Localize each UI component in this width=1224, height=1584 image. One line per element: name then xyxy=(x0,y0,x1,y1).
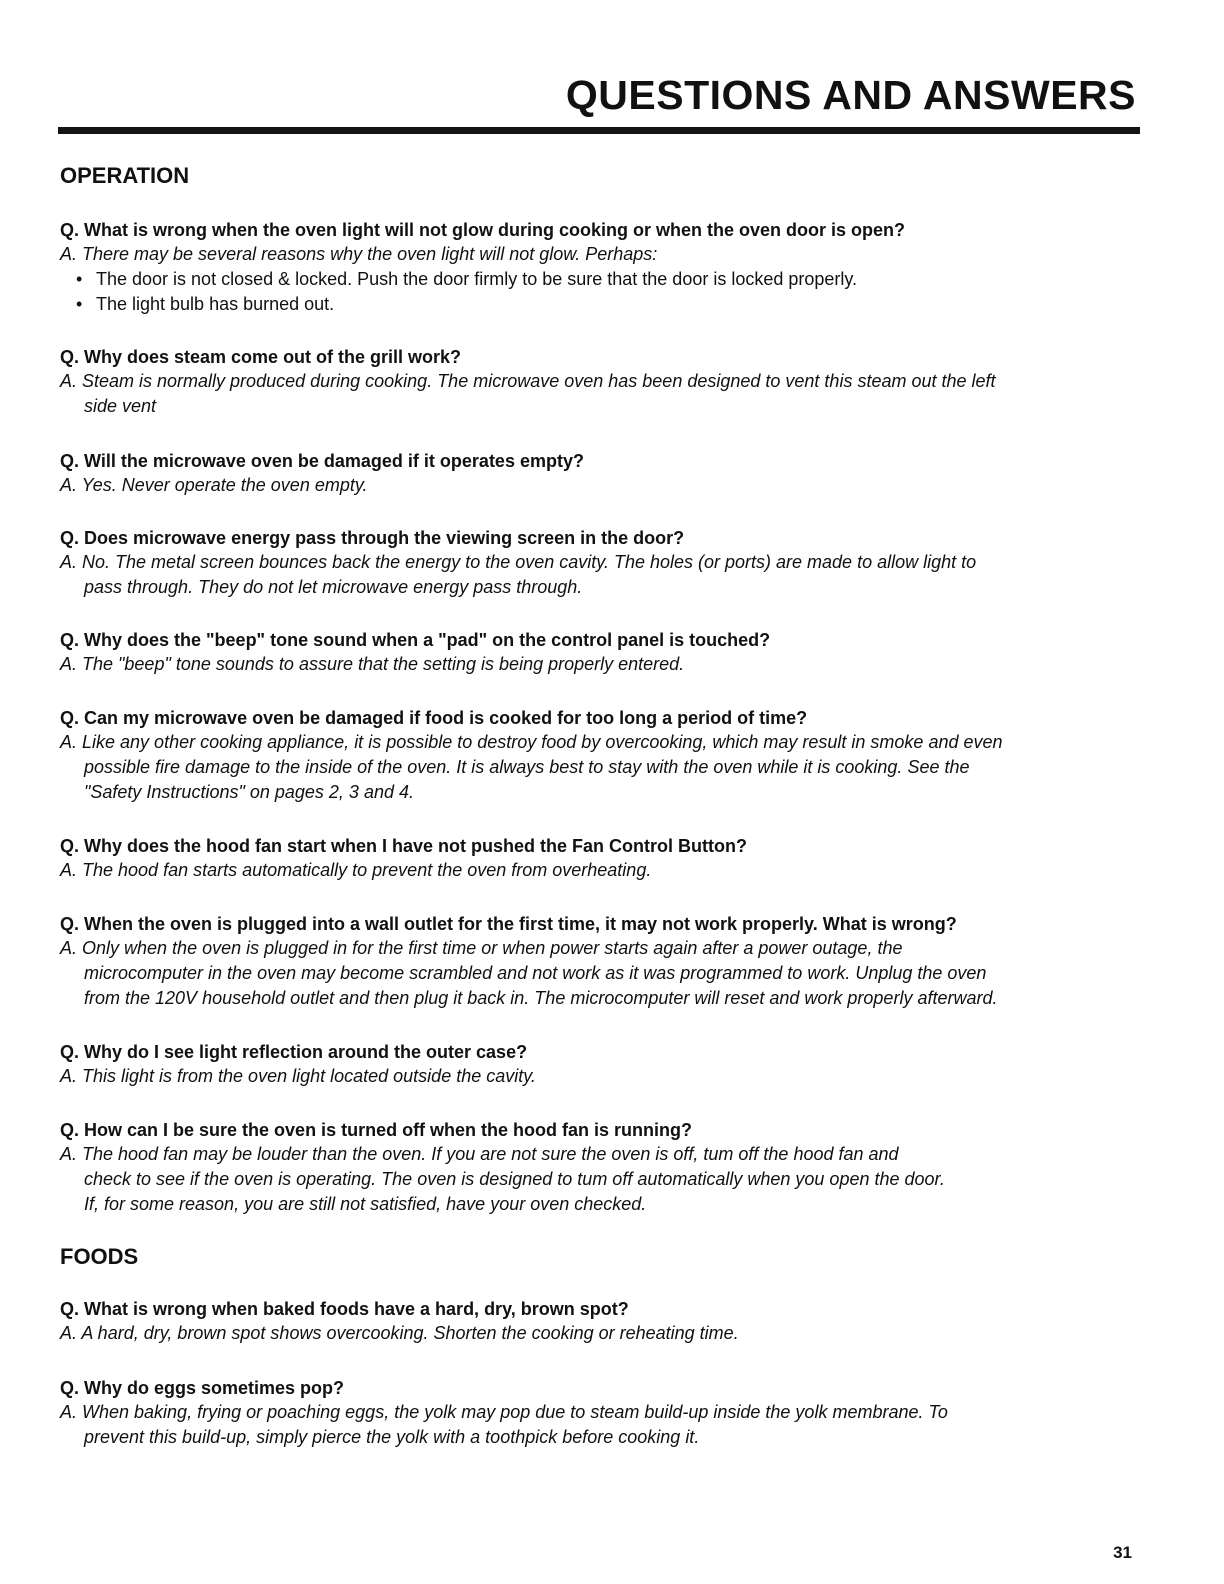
answer-continuation: check to see if the oven is operating. The oven is designed to tum off automatically when you open the door. xyxy=(84,1169,945,1189)
bullet-list xyxy=(60,267,1130,317)
answer: A. A hard, dry, brown spot shows overcooking. Shorten the cooking or reheating time. xyxy=(60,1323,739,1343)
qa-item xyxy=(60,526,1130,600)
title-rule xyxy=(58,127,1140,134)
page-title: QUESTIONS AND ANSWERS xyxy=(565,72,1136,118)
question: Q. Will the microwave oven be damaged if it operates empty? xyxy=(60,451,584,471)
answer: A. Like any other cooking appliance, it is possible to destroy food by overcooking, which may result in smoke and even xyxy=(60,732,1003,752)
qa-item xyxy=(60,218,1130,317)
question: Q. Why does the hood fan start when I have not pushed the Fan Control Button? xyxy=(60,836,747,856)
answer: A. When baking, frying or poaching eggs, the yolk may pop due to steam build-up inside the yolk membrane. To xyxy=(60,1402,948,1422)
question: Q. How can I be sure the oven is turned off when the hood fan is running? xyxy=(60,1120,693,1140)
bullet-item: • The light bulb has burned out. xyxy=(76,292,1130,317)
qa-item xyxy=(60,706,1130,805)
question: Q. Why does steam come out of the grill work? xyxy=(60,347,462,367)
question: Q. Why do I see light reflection around the outer case? xyxy=(60,1042,528,1062)
question: Q. Why do eggs sometimes pop? xyxy=(60,1378,345,1398)
answer: A. This light is from the oven light located outside the cavity. xyxy=(60,1066,536,1086)
qa-item xyxy=(60,1297,1130,1346)
page-number: 31 xyxy=(1113,1543,1132,1562)
question: Q. What is wrong when baked foods have a hard, dry, brown spot? xyxy=(60,1299,629,1319)
qa-item xyxy=(60,834,1130,883)
qa-item xyxy=(60,628,1130,677)
answer-continuation: "Safety Instructions" on pages 2, 3 and 4. xyxy=(84,782,414,802)
question: Q. When the oven is plugged into a wall outlet for the first time, it may not work properly. What is wrong? xyxy=(60,914,957,934)
section-heading-foods: FOODS xyxy=(60,1244,139,1269)
answer-continuation: If, for some reason, you are still not satisfied, have your oven checked. xyxy=(84,1194,647,1214)
qa-item xyxy=(60,449,1130,498)
question: Q. Why does the "beep" tone sound when a "pad" on the control panel is touched? xyxy=(60,630,771,650)
qa-item xyxy=(60,1118,1130,1217)
question: Q. Does microwave energy pass through the viewing screen in the door? xyxy=(60,528,685,548)
answer-continuation: pass through. They do not let microwave energy pass through. xyxy=(84,577,583,597)
answer: A. The hood fan may be louder than the oven. If you are not sure the oven is off, tum off the hood fan and xyxy=(60,1144,899,1164)
answer-continuation: prevent this build-up, simply pierce the yolk with a toothpick before cooking it. xyxy=(84,1427,700,1447)
answer-continuation: microcomputer in the oven may become scrambled and not work as it was programmed to work. Unplug the oven xyxy=(84,963,987,983)
bullet-item: • The door is not closed & locked. Push the door firmly to be sure that the door is locked properly. xyxy=(76,267,1130,292)
answer: A. The "beep" tone sounds to assure that the setting is being properly entered. xyxy=(60,654,685,674)
answer: A. Steam is normally produced during cooking. The microwave oven has been designed to vent this steam out the left xyxy=(60,371,996,391)
answer-continuation: from the 120V household outlet and then plug it back in. The microcomputer will reset and work properly afterward. xyxy=(84,988,998,1008)
qa-item xyxy=(60,1376,1130,1450)
answer: A. No. The metal screen bounces back the energy to the oven cavity. The holes (or ports) are made to allow light to xyxy=(60,552,977,572)
qa-item xyxy=(60,912,1130,1011)
answer-continuation: possible fire damage to the inside of the oven. It is always best to stay with the oven while it is cooking. See the xyxy=(84,757,970,777)
answer: A. The hood fan starts automatically to prevent the oven from overheating. xyxy=(60,860,652,880)
question: Q. What is wrong when the oven light will not glow during cooking or when the oven door is open? xyxy=(60,220,905,240)
answer: A. Only when the oven is plugged in for the first time or when power starts again after a power outage, the xyxy=(60,938,903,958)
question: Q. Can my microwave oven be damaged if food is cooked for too long a period of time? xyxy=(60,708,808,728)
qa-item xyxy=(60,345,1130,419)
section-heading-operation: OPERATION xyxy=(60,163,190,188)
qa-item xyxy=(60,1040,1130,1089)
answer-continuation: side vent xyxy=(84,396,157,416)
answer: A. Yes. Never operate the oven empty. xyxy=(60,475,368,495)
answer: A. There may be several reasons why the oven light will not glow. Perhaps: xyxy=(60,244,658,264)
